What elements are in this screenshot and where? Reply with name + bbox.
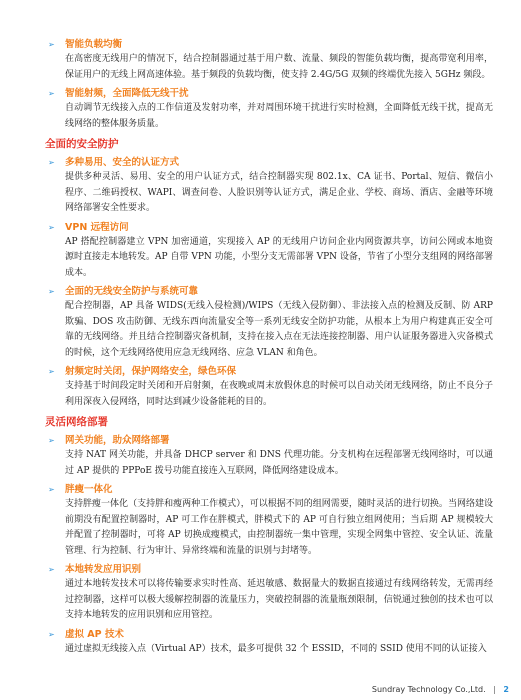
item-title: 射频定时关闭，保护网络安全，绿色环保 <box>65 366 237 377</box>
item-body: 通过本地转发技术可以将传输要求实时性高、延迟敏感、数据量大的数据直接通过有线网络转发，无需再经过控制器，这样可以极大缓解控制器的流量压力，突破控制器的流量瓶颈限制，信锐通过独创的技术也可以支持本地转发的应用识别和应用管控。 <box>65 579 493 620</box>
chevron-right-icon: ➢ <box>48 222 55 232</box>
list-item <box>45 38 493 83</box>
chevron-right-icon: ➢ <box>48 485 55 494</box>
item-body: 支持基于时间段定时关闭和开启射频，在夜晚或周末放假休息的时候可以自动关闭无线网络，防止不良分子利用深夜入侵网络，同时达到减少设备能耗的目的。 <box>65 381 493 407</box>
list-item <box>45 365 493 410</box>
list-item <box>45 628 493 658</box>
list-item <box>45 483 493 559</box>
footer-company: Sundray Technology Co.,Ltd. <box>371 685 486 694</box>
list-item <box>45 434 493 479</box>
chevron-right-icon: ➢ <box>48 436 55 445</box>
item-title: 胖瘦一体化 <box>65 484 113 495</box>
item-title: 全面的无线安全防护与系统可靠 <box>65 286 199 297</box>
footer-separator: | <box>493 685 496 694</box>
chevron-right-icon: ➢ <box>48 629 55 639</box>
item-body: 配合控制器，AP 具备 WIDS(无线入侵检测)/WIPS（无线入侵防御）、非法接入点的检测及反制、防 ARP 欺骗、DOS 攻击防御、无线东西向流量安全等一系列无线安全防护功能，从根本上为用户构建真正安全可靠的无线网络。并且结合控制器灾备机制，支持在接入点在无法连接控制器、用户认证服务器进入灾备模式的时候，这个无线网络使用应急无线网络、应急 VLAN 和角色。 <box>65 301 493 358</box>
content <box>45 38 493 661</box>
page-number: 2 <box>503 685 509 694</box>
chevron-right-icon: ➢ <box>48 89 55 98</box>
section-heading-flex-deploy: 灵活网络部署 <box>45 414 493 430</box>
chevron-right-icon: ➢ <box>48 565 55 574</box>
item-body: 支持 NAT 网关功能，并具备 DHCP server 和 DNS 代理功能。分支机构在远程部署无线网络时，可以通过 AP 提供的 PPPoE 拨号功能直接连入互联网，降低网络建设成本。 <box>65 450 493 476</box>
list-item <box>45 221 493 282</box>
item-title: 智能射频，全面降低无线干扰 <box>65 88 189 99</box>
item-body: 支持胖瘦一体化（支持胖和瘦两种工作模式），可以根据不同的组网需要，随时灵活的进行切换。当网络建设前期没有配置控制器时，AP 可工作在胖模式，胖模式下的 AP 可自行独立组网使用；当后期 AP 规模较大并配置了控制器时，可将 AP 切换成瘦模式，由控制器统一集中管理，实现全网集中管控、安全认证、流量管理、行为控制、行为审计、异常终端和流量的识别与封堵等。 <box>65 499 493 556</box>
item-body: 通过虚拟无线接入点（Virtual AP）技术，最多可提供 32 个 ESSID，不同的 SSID 使用不同的认证接入 <box>65 643 487 654</box>
list-item <box>45 156 493 217</box>
list-item <box>45 563 493 624</box>
page-footer <box>372 685 509 694</box>
item-body: 自动调节无线接入点的工作信道及发射功率，并对周围环境干扰进行实时检测，全面降低无线干扰，提高无线网络的整体服务质量。 <box>65 103 493 129</box>
chevron-right-icon: ➢ <box>48 40 55 49</box>
item-body: 提供多种灵活、易用、安全的用户认证方式，结合控制器实现 802.1x、CA 证书、Portal、短信、微信小程序、二维码授权、WAPI、调查问卷、人脸识别等认证方式，满足企业、学校、商场、酒店、金融等环境网络部署安全性要求。 <box>65 172 493 213</box>
chevron-right-icon: ➢ <box>48 158 55 167</box>
item-body: 在高密度无线用户的情况下，结合控制器通过基于用户数、流量、频段的智能负载均衡，提高带宽利用率，保证用户的无线上网高速体验。基于频段的负载均衡，使支持 2.4G/5G 双频的终端优先接入 5GHz 频段。 <box>65 54 493 80</box>
item-title: 虚拟 AP 技术 <box>65 628 124 640</box>
list-item <box>45 87 493 132</box>
item-body: AP 搭配控制器建立 VPN 加密通道，实现接入 AP 的无线用户访问企业内网资源共享，访问公网或本地资源时直接走本地转发。AP 自带 VPN 功能，小型分支无需部署 VPN 设备，节省了小型分支组网的网络部署成本。 <box>65 236 493 278</box>
item-title: VPN 远程访问 <box>65 221 129 233</box>
item-title: 本地转发应用识别 <box>65 564 142 575</box>
item-title: 网关功能，助众网络部署 <box>65 435 170 446</box>
chevron-right-icon: ➢ <box>48 367 55 376</box>
item-title: 智能负载均衡 <box>65 39 123 50</box>
chevron-right-icon: ➢ <box>48 287 55 296</box>
item-title: 多种易用、安全的认证方式 <box>65 157 180 168</box>
section-heading-security: 全面的安全防护 <box>45 136 493 152</box>
list-item <box>45 285 493 361</box>
